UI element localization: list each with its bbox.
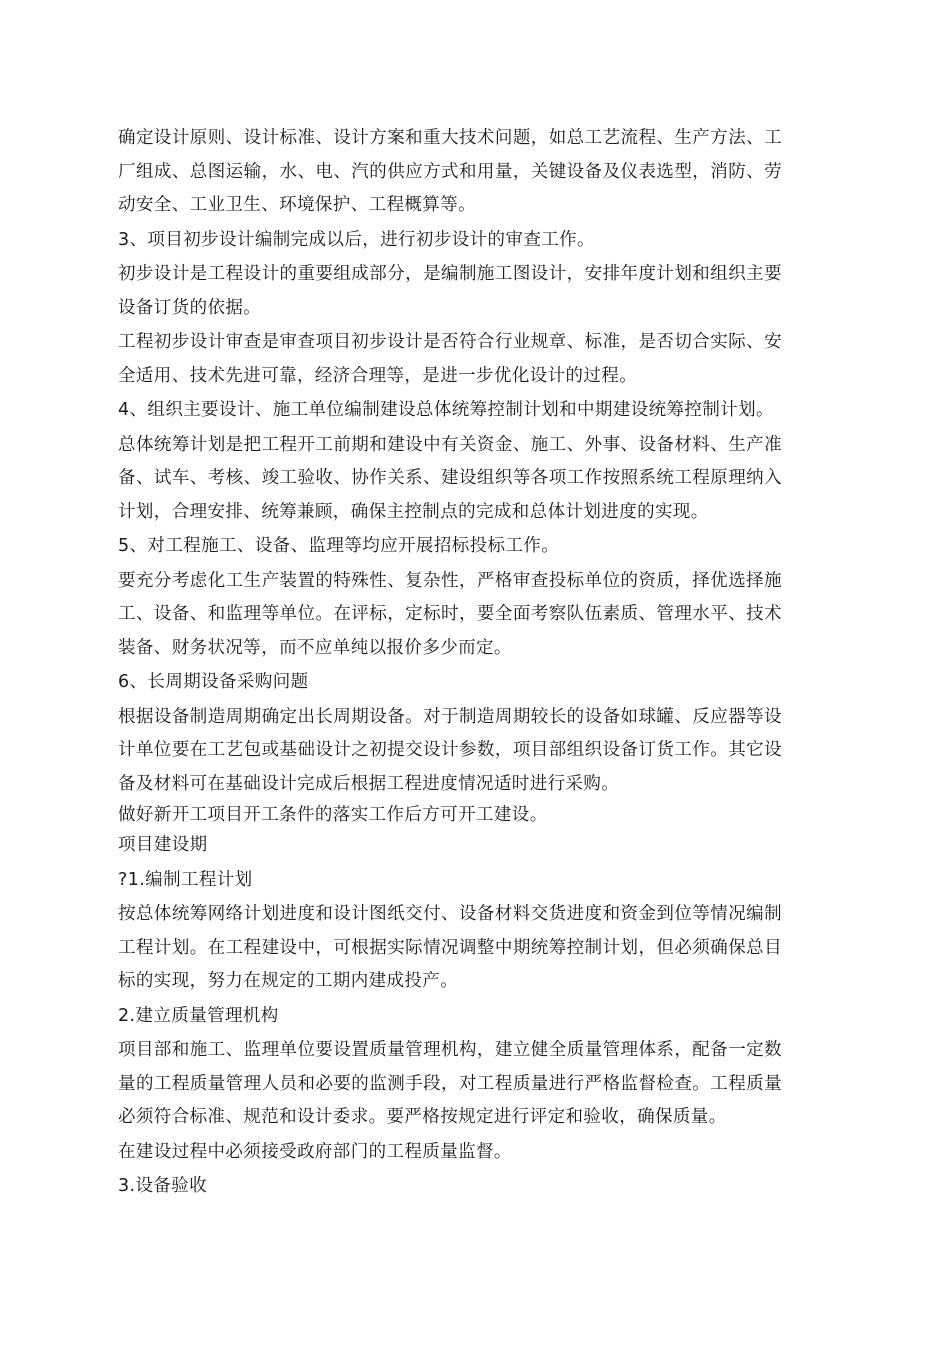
paragraph-quality-management: 项目部和施工、监理单位要设置质量管理机构，建立健全质量管理体系，配备一定数量的工程质量管理人员和必要的监测手段，对工程质量进行严格监督检查。工程质量必须符合标准、规范和设计委求。要严格按规定进行评定和验收，确保质量。 [118, 1040, 782, 1127]
paragraph-overall-plan: 总体统筹计划是把工程开工前期和建设中有关资金、施工、外事、设备材料、生产准备、试车、考核、竣工验收、协作关系、建设组织等各项工作按照系统工程原理纳入计划，合理安排、统筹兼顾，确保主控制点的完成和总体计划进度的实现。 [118, 434, 782, 522]
paragraph-start-conditions: 做好新开工项目开工条件的落实工作后方可开工建设。 [118, 805, 548, 825]
paragraph-long-lead-equipment: 根据设备制造周期确定出长周期设备。对于制造周期较长的设备如球罐、反应器等设计单位要在工艺包或基础设计之初提交设计参数，项目部组织设备订货工作。其它设备及材料可在基础设计完成后根据工程进度情况适时进行采购。 [118, 706, 782, 794]
paragraph-design-principles: 确定设计原则、设计标准、设计方案和重大技术问题，如总工艺流程、生产方法、工厂组成、总图运输，水、电、汽的供应方式和用量，关键设备及仪表选型，消防、劳动安全、工业卫生、环境保护、工程概算等。 [118, 128, 782, 215]
paragraph-design-review: 工程初步设计审查是审查项目初步设计是否符合行业规章、标准，是否切合实际、安全适用、技术先进可靠，经济合理等，是进一步优化设计的过程。 [118, 332, 782, 386]
heading-step-3: 3、项目初步设计编制完成以后，进行初步设计的审查工作。 [118, 229, 595, 250]
paragraph-bidding: 要充分考虑化工生产装置的特殊性、复杂性，严格审查投标单位的资质，择优选择施工、设备、和监理等单位。在评标，定标时，要全面考察队伍素质、管理水平、技术装备、财务状况等，而不应单纯以报价多少而定。 [118, 570, 782, 658]
heading-step-4: 4、组织主要设计、施工单位编制建设总体统筹控制计划和中期建设统筹控制计划。 [118, 400, 774, 420]
heading-step-5: 5、对工程施工、设备、监理等均应开展招标投标工作。 [118, 536, 560, 556]
heading-quality-organization: 2.建立质量管理机构 [118, 1005, 279, 1026]
paragraph-preliminary-design: 初步设计是工程设计的重要组成部分，是编制施工图设计，安排年度计划和组织主要设备订货的依据。 [118, 264, 782, 318]
heading-equipment-acceptance: 3.设备验收 [118, 1176, 208, 1196]
heading-step-6: 6、长周期设备采购问题 [118, 672, 309, 692]
heading-construction-period: 项目建设期 [118, 835, 208, 855]
heading-engineering-plan: ?1.编制工程计划 [118, 869, 253, 890]
paragraph-engineering-plan: 按总体统筹网络计划进度和设计图纸交付、设备材料交货进度和资金到位等情况编制工程计划。在工程建设中，可根据实际情况调整中期统筹控制计划，但必须确保总目标的实现，努力在规定的工期内建成投产。 [118, 904, 782, 991]
paragraph-government-supervision: 在建设过程中必须接受政府部门的工程质量监督。 [118, 1141, 512, 1162]
document-page [118, 122, 782, 1204]
